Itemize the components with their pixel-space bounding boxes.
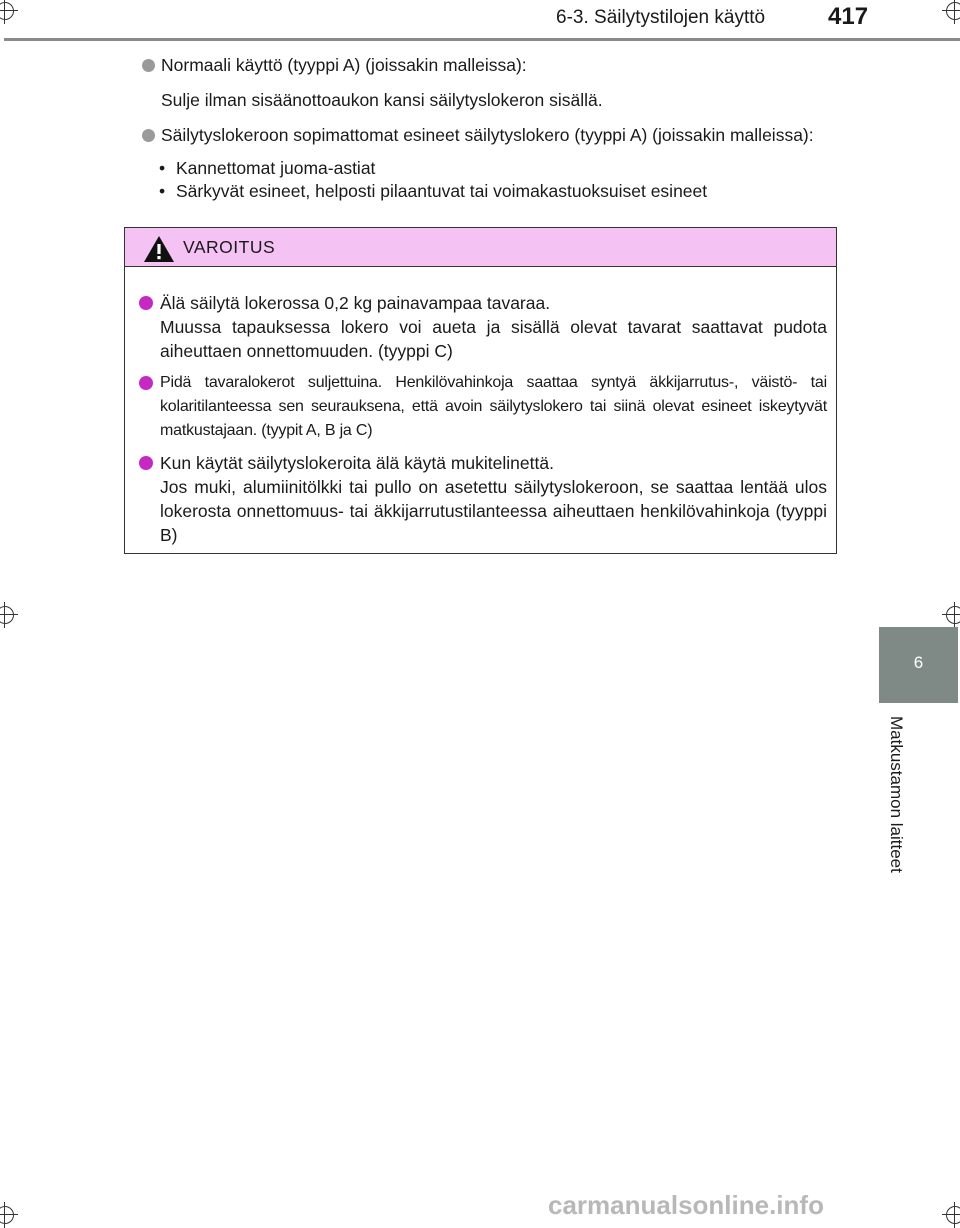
section-title: 6-3. Säilytystilojen käyttö — [556, 7, 766, 28]
crop-mark-bottom-right — [942, 1202, 960, 1228]
item-text: Normaali käyttö (tyyppi A) (joissakin malleissa): — [161, 55, 527, 75]
sub-list-text: Särkyvät esineet, helposti pilaantuvat tai voimakastuoksuiset esineet — [176, 181, 708, 201]
warning-item-body: Pidä tavaralokerot suljettuina. Henkilövahinkoja saattaa syntyä äkkijarrutus-, väistö- tai kolaritilanteessa sen seurauksena, että avoin säilytyslokero tai siinä olevat esineet iskeytyvät matkustajaan. (tyypit A, B ja C) — [160, 374, 827, 439]
warning-header — [125, 228, 836, 267]
warning-box — [124, 227, 837, 554]
warning-item — [139, 451, 827, 547]
bullet-icon — [139, 376, 153, 390]
list-item — [140, 52, 830, 79]
warning-item-body: Muussa tapauksessa lokero voi aueta ja sisällä olevat tavarat saattavat pudota aiheuttaen onnettomuuden. (tyyppi C) — [160, 317, 827, 361]
bullet-icon — [142, 129, 155, 142]
chapter-label-text: Matkustamon laitteet — [887, 716, 906, 873]
watermark: carmanualsonline.info — [548, 1190, 824, 1220]
crop-mark-mid-left — [0, 602, 18, 628]
warning-body — [125, 267, 836, 547]
item-detail: Sulje ilman sisäänottoaukon kansi säilytyslokeron sisällä. — [161, 90, 603, 110]
header-rule — [4, 38, 960, 41]
sub-list-item: • Särkyvät esineet, helposti pilaantuvat tai voimakastuoksuiset esineet — [159, 181, 708, 201]
sub-list-item: • Kannettomat juoma-astiat — [159, 158, 376, 178]
main-content — [140, 52, 830, 203]
warning-item-heading: Kun käytät säilytyslokeroita älä käytä mukitelinettä. — [160, 453, 554, 473]
warning-item — [139, 291, 827, 363]
warning-item — [139, 371, 827, 443]
bullet-icon — [139, 296, 153, 310]
page-number: 417 — [828, 3, 869, 30]
crop-mark-bottom-left — [0, 1202, 18, 1228]
sub-list — [159, 157, 830, 203]
item-text: Säilytyslokeroon sopimattomat esineet säilytyslokero (tyyppi A) (joissakin malleissa): — [161, 125, 814, 145]
crop-mark-mid-right — [942, 602, 960, 628]
warning-title: VAROITUS — [183, 237, 276, 257]
warning-triangle-icon — [143, 235, 175, 263]
chapter-label — [882, 716, 912, 896]
chapter-number: 6 — [913, 653, 924, 672]
warning-item-heading: Älä säilytä lokerossa 0,2 kg painavampaa tavaraa. — [160, 293, 551, 313]
list-item — [140, 122, 830, 149]
sub-list-text: Kannettomat juoma-astiat — [176, 158, 376, 178]
warning-item-body: Jos muki, alumiinitölkki tai pullo on asetettu säilytyslokeroon, se saattaa lentää ulos lokerosta onnettomuus- tai äkkijarrutustilanteessa aiheuttaen henkilövahinkoja (tyyppi B) — [160, 477, 827, 545]
chapter-tab — [879, 627, 958, 703]
bullet-icon — [142, 59, 155, 72]
bullet-icon — [139, 456, 153, 470]
page-header — [0, 0, 960, 40]
